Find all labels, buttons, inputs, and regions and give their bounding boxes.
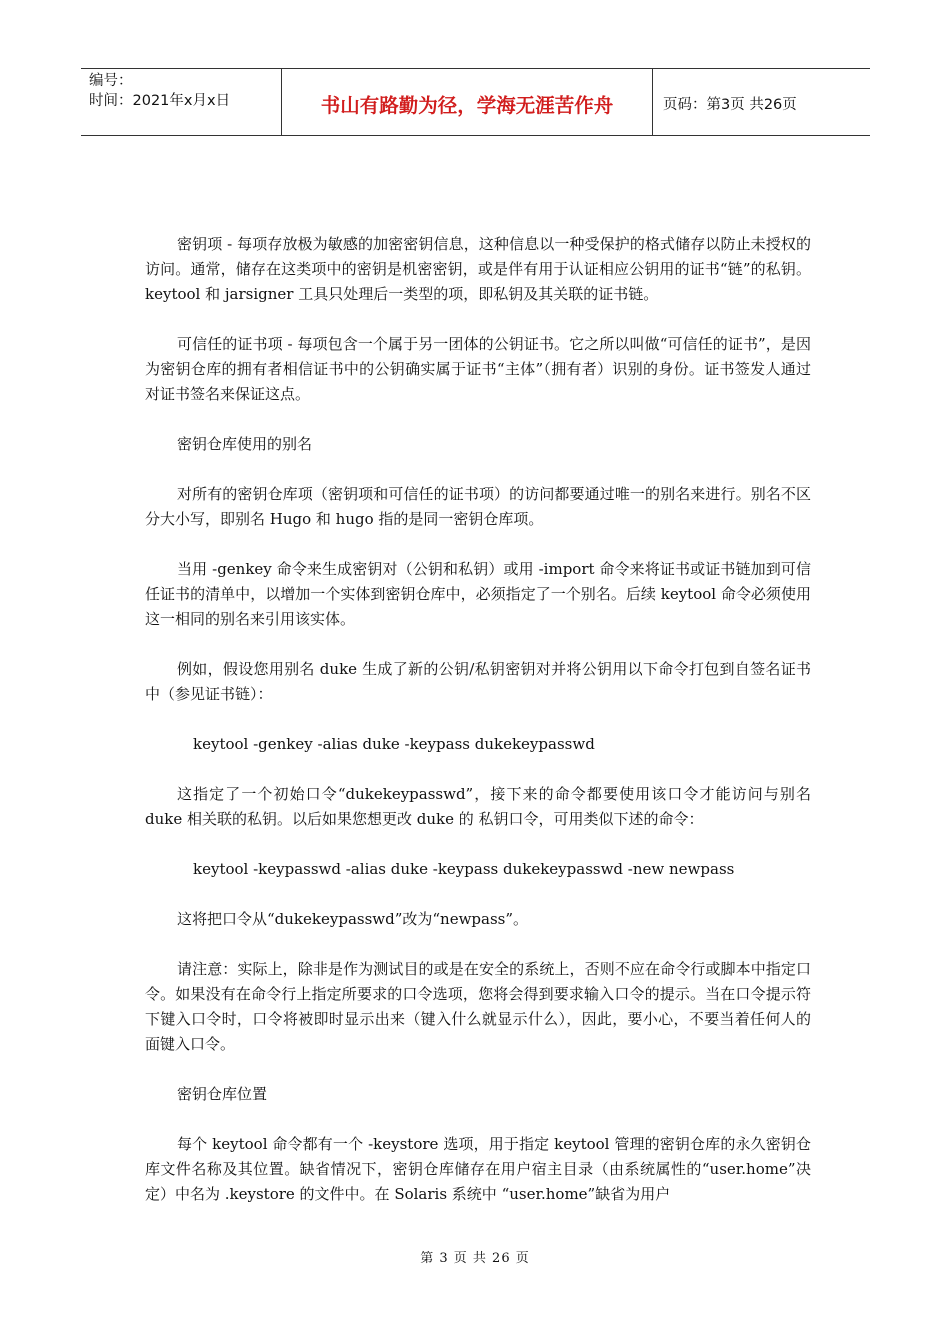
paragraph-password-change: 这将把口令从“dukekeypasswd”改为“newpass”。 — [177, 910, 529, 928]
header-motto-text: 书山有路勤为径，学海无涯苦作舟 — [320, 94, 614, 117]
header-meta — [81, 69, 282, 135]
header-number-label: 编号： — [89, 73, 133, 89]
header-time-label: 时间：2021年x月x日 — [89, 93, 231, 109]
paragraph-trusted-certs: 可信任的证书项 - 每项包含一个属于另一团体的公钥证书。它之所以叫做“可信任的证书”，是因为密钥仓库的拥有者相信证书中的公钥确实属于证书“主体”（拥有者）识别的身份。证书签发人通过对证书签名来保证这点。 — [145, 335, 811, 403]
paragraph-password-warning: 请注意：实际上，除非是作为测试目的或是在安全的系统上，否则不应在命令行或脚本中指定口令。如果没有在命令行上指定所要求的口令选项，您将会得到要求输入口令的提示。当在口令提示符下键入口令时，口令将被即时显示出来（键入什么就显示什么），因此，要小心，不要当着任何人的面键入口令。 — [145, 960, 811, 1053]
page-header — [81, 68, 870, 136]
header-page-info — [653, 69, 870, 135]
paragraph-alias-access: 对所有的密钥仓库项（密钥项和可信任的证书项）的访问都要通过唯一的别名来进行。别名不区分大小写，即别名 Hugo 和 hugo 指的是同一密钥仓库项。 — [145, 485, 811, 528]
section-heading-aliases: 密钥仓库使用的别名 — [177, 435, 313, 453]
paragraph-keystore-option: 每个 keytool 命令都有一个 -keystore 选项，用于指定 keytool 管理的密钥仓库的永久密钥仓库文件名称及其位置。缺省情况下，密钥仓库储存在用户宿主目录（由系统属性的“user.home”决定）中名为 .keystore 的文件中。在 Solaris 系统中 “user.home”缺省为用户 — [145, 1135, 811, 1203]
command-genkey: keytool -genkey -alias duke -keypass dukekeypasswd — [193, 735, 595, 753]
command-keypasswd: keytool -keypasswd -alias duke -keypass dukekeypasswd -new newpass — [193, 860, 735, 878]
header-page-info-text: 页码：第3页 共26页 — [663, 96, 797, 113]
paragraph-genkey-import: 当用 -genkey 命令来生成密钥对（公钥和私钥）或用 -import 命令来将证书或证书链加到可信任证书的清单中，以增加一个实体到密钥仓库中，必须指定了一个别名。后续 keytool 命令必须使用这一相同的别名来引用该实体。 — [145, 560, 811, 628]
header-motto — [282, 69, 653, 135]
paragraph-example: 例如，假设您用别名 duke 生成了新的公钥/私钥密钥对并将公钥用以下命令打包到自签名证书中（参见证书链）： — [145, 660, 811, 703]
paragraph-key-entries: 密钥项 - 每项存放极为敏感的加密密钥信息，这种信息以一种受保护的格式储存以防止未授权的访问。通常，储存在这类项中的密钥是机密密钥，或是伴有用于认证相应公钥用的证书“链”的私钥。keytool 和 jarsigner 工具只处理后一类型的项，即私钥及其关联的证书链。 — [145, 235, 811, 303]
paragraph-initial-password: 这指定了一个初始口令“dukekeypasswd”，接下来的命令都要使用该口令才能访问与别名 duke 相关联的私钥。以后如果您想更改 duke 的 私钥口令，可用类似下述的命令： — [145, 785, 811, 828]
footer-page-number: 第 3 页 共 26 页 — [420, 1251, 530, 1266]
page-footer — [0, 1247, 950, 1266]
section-heading-keystore-location: 密钥仓库位置 — [177, 1085, 268, 1103]
document-body — [145, 232, 811, 1232]
